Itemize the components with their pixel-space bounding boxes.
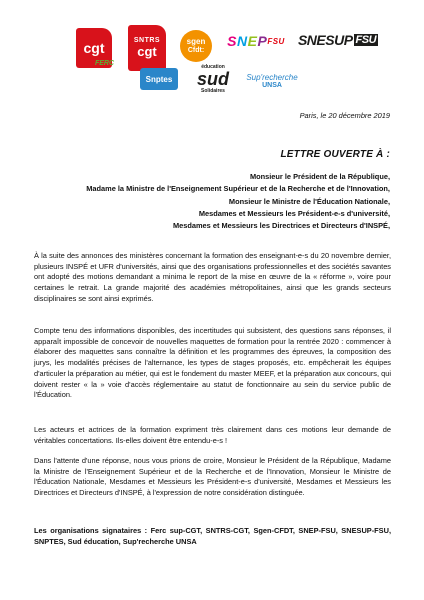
paragraph-announcements: À la suite des annonces des ministères concernant la formation des enseignant-e-s du 20 novembre dernier, plusieurs INSPÉ et UFR d'universités, ainsi que des organisations professionnelles et des sociétés savantes ont adopté des motions demandant a minima le report de la mise en œuvre de la « réforme », voire pour certaines le retrait. La grande majorité des académies métropolitaines, ainsi que les grands secteurs disciplinaires se sont ainsi exprimés. [34,251,391,303]
ferc-cgt-logo-tag: FERC [94,60,114,67]
sgen-logo-main: Cfdt: [187,47,205,54]
paragraph-closing: Dans l'attente d'une réponse, nous vous prions de croire, Monsieur le Président de la République, Madame la Ministre de l'Enseignement Supérieur et de la Recherche et de l'Innovation, Monsieur le Ministre de l'Éducation Nationale, Mesdames et Messieurs les Président-e-s d'université, Mesdames et Messieurs les Directrices et Directeurs d'INSPÉ, à l'expression de notre considération distinguée. [34,456,391,498]
snep-logo-fsu: FSU [267,36,285,46]
snesup-logo-main: SNESUP [297,32,353,48]
snep-fsu-logo [227,30,285,52]
recipients-block [86,171,390,232]
recipient-line: Monsieur le Président de la République, [249,172,390,181]
snptes-logo [140,68,178,90]
snesup-fsu-logo [298,30,378,50]
sntrs-cgt-logo [128,25,166,71]
recipient-line: Madame la Ministre de l'Enseignement Supérieur et de la Recherche et de l'Innovation, [86,184,390,194]
ferc-cgt-logo-text: cgt [83,40,105,56]
sgen-logo-top: sgen [186,37,206,46]
sud-logo-top: éducation [201,64,225,70]
paragraph-concertation: Les acteurs et actrices de la formation expriment très clairement dans ces motions leur demande de véritables concertations. Ils-elles doivent être entendu-e-s ! [34,425,391,445]
snesup-logo-tag: FSU [355,34,377,46]
snep-logo-letter: S [227,33,238,49]
sgen-cfdt-logo [180,30,212,62]
paragraph-information: Compte tenu des informations disponibles, des incertitudes qui subsistent, des questions sans réponses, il apparaît impossible de concevoir de nouvelles maquettes de formation pour la rentrée 2020 : commencer à élaborer des maquettes sans connaître la définition et les programmes des épreuves, la composition des jurys, les modalités précises de l'alternance, les types de stages proposés, etc. empêcherait les équipes d'articuler la préparation au métier, qui est le fondement du master MEEF, et la préparation aux concours, qui doivent rester « la » voie d'accès réglementaire au statut de fonctionnaire au sein du service public de l'Éducation. [34,326,391,400]
suprecherche-unsa-logo [246,70,298,92]
signatories-list: Ferc sup-CGT, SNTRS-CGT, Sgen-CFDT, SNEP-FSU, SNESUP-FSU, SNPTES, Sud éducation, Sup'recherche UNSA [34,526,392,546]
sntrs-logo-top: SNTRS [133,37,161,44]
union-logos [0,0,424,110]
snep-logo-letter: N [237,33,248,49]
recipient-line: Mesdames et Messieurs les Président-e-s d'université, [198,208,390,218]
sud-logo-bottom: Solidaires [201,88,225,94]
ferc-cgt-logo [76,28,112,68]
sud-education-logo [192,60,234,98]
signatories-block [34,526,391,547]
letter-heading: LETTRE OUVERTE À : [280,149,390,160]
signatories-label: Les organisations signataires : [34,526,148,535]
snep-logo-letter: P [257,33,268,49]
recipient-line: Mesdames et Messieurs les Directrices et Directeurs d'INSPÉ, [172,221,390,231]
snep-logo-letter: E [247,33,258,49]
letter-date: Paris, le 20 décembre 2019 [299,111,390,120]
snptes-logo-text: Snptes [145,74,173,84]
recipient-line: Monsieur le Ministre de l'Éducation Nationale, [228,196,390,206]
sntrs-logo-main: cgt [137,44,157,59]
sud-logo-main: sud [196,69,229,89]
suprecherche-logo-tag: UNSA [262,81,282,89]
suprecherche-logo-main: Sup'recherche [246,72,298,82]
